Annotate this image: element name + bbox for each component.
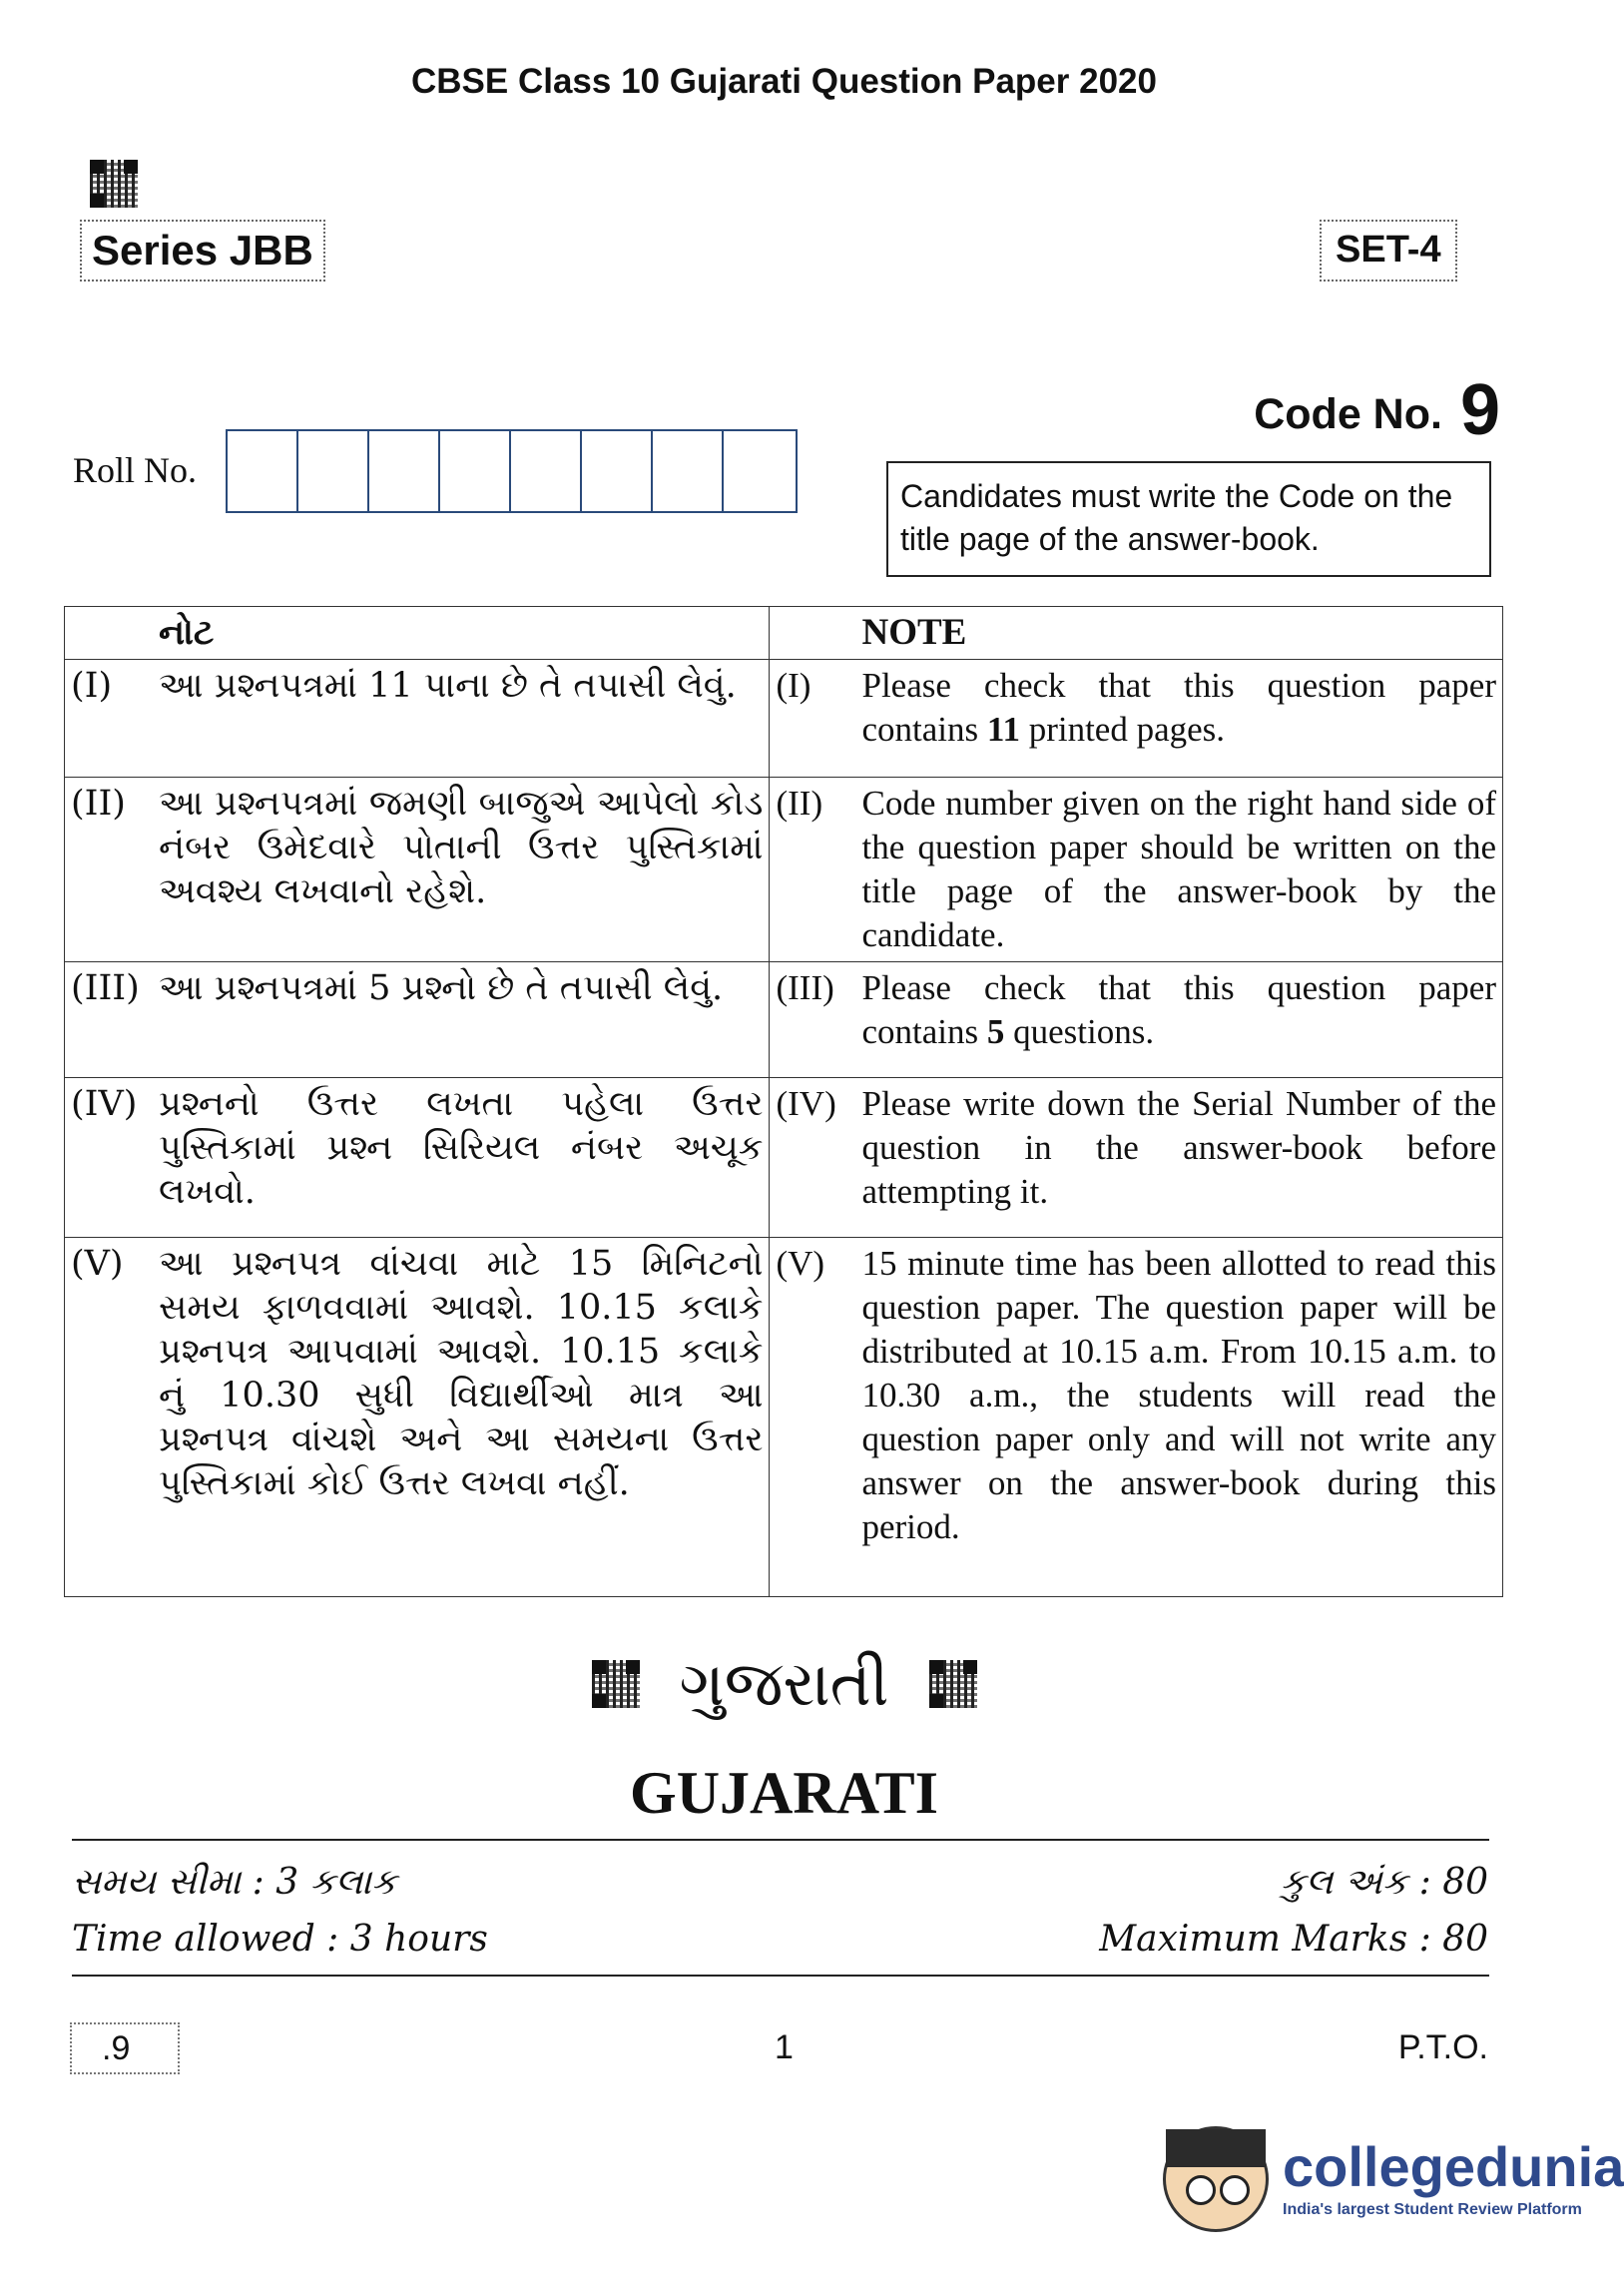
candidate-instruction-box: Candidates must write the Code on the title page of the answer-book.: [886, 461, 1491, 577]
series-label: Series JBB: [80, 220, 325, 282]
qr-code-icon: [929, 1660, 977, 1708]
roll-number-cell[interactable]: [511, 431, 582, 511]
document-title: CBSE Class 10 Gujarati Question Paper 2020: [411, 62, 1157, 101]
note-number: (V): [71, 1244, 124, 1284]
note-text-english: Please check that this question paper contains 11 printed pages.: [861, 666, 1496, 749]
note-text-gujarati: આ પ્રશ્નપત્ર વાંચવા માટે 15 મિનિટનો સમય ફાળવવામાં આવશે. 10.15 કલાકે પ્રશ્નપત્ર આપવામાં આવશે. 10.15 કલાકે નું 10.30 સુધી વિદ્યાર્થીઓ માત્ર આ પ્રશ્નપત્ર વાંચશે અને આ સમયના ઉત્તર પુસ્તિકામાં કોઈ ઉત્તર લખવા નહીં.: [159, 1244, 764, 1503]
note-text-gujarati: આ પ્રશ્નપત્રમાં જમણી બાજુએ આપેલો કોડ નંબર ઉમેદવારે પોતાની ઉત્તર પુસ્તિકામાં અવશ્ય લખવાનો રહેશે.: [159, 784, 764, 911]
roll-number-cell[interactable]: [582, 431, 653, 511]
page-number: 1: [775, 2028, 794, 2066]
maximum-marks-gujarati: કુલ અંક : 80: [1280, 1862, 1488, 1903]
note-text-gujarati: પ્રશ્નનો ઉત્તર લખતા પહેલા ઉત્તર પુસ્તિકામાં પ્રશ્ન સિરિયલ નંબર અચૂક લખવો.: [159, 1084, 764, 1212]
roll-number-cell[interactable]: [228, 431, 298, 511]
note-number: (IV): [776, 1084, 836, 1123]
roll-number-cell[interactable]: [440, 431, 511, 511]
collegedunia-logo: [1163, 2126, 1624, 2232]
roll-number-label: Roll No.: [73, 450, 198, 490]
note-text-english: 15 minute time has been allotted to read this question paper. The question paper will be distributed at 10.15 a.m. From 10.15 a.m. to 10.30 a.m., the students will read the question paper only and will not write any answer on the answer-book during this period.: [861, 1244, 1496, 1546]
note-text-gujarati: આ પ્રશ્નપત્રમાં 11 પાના છે તે તપાસી લેવું.: [159, 666, 737, 706]
instructions-table: [64, 606, 1503, 1597]
roll-number-cell[interactable]: [298, 431, 369, 511]
note-number: (I): [71, 666, 113, 706]
collegedunia-mascot-icon: [1163, 2126, 1269, 2232]
roll-number-boxes[interactable]: [226, 429, 798, 513]
note-number: (II): [776, 784, 823, 823]
time-allowed-gujarati: સમય સીમા : 3 કલાક: [72, 1862, 397, 1903]
subject-gujarati: ગુજરાતી: [679, 1647, 889, 1720]
note-number: (V): [776, 1244, 825, 1283]
divider: [72, 1839, 1489, 1841]
logo-tagline: India's largest Student Review Platform: [1283, 2201, 1582, 2218]
qr-code-icon: [592, 1660, 640, 1708]
set-label: SET-4: [1320, 220, 1457, 282]
note-text-english: Code number given on the right hand side of the question paper should be written on the title page of the answer-book by the candidate.: [861, 784, 1496, 954]
note-text-english: Please write down the Serial Number of the question in the answer-book before attempting it.: [861, 1084, 1496, 1211]
subject-english: GUJARATI: [630, 1760, 938, 1826]
note-text-gujarati: આ પ્રશ્નપત્રમાં 5 પ્રશ્નો છે તે તપાસી લેવું.: [159, 968, 724, 1008]
divider: [72, 1975, 1489, 1977]
time-allowed-english: Time allowed : 3 hours: [72, 1919, 488, 1960]
subject-gujarati-row: [0, 1647, 1568, 1721]
note-number: (II): [71, 784, 126, 824]
note-heading-english: NOTE: [861, 612, 967, 653]
note-heading-gujarati: નોટ: [159, 612, 215, 653]
pto-label: P.T.O.: [1397, 2028, 1488, 2066]
roll-number-cell[interactable]: [369, 431, 440, 511]
logo-name: collegedunia: [1283, 2135, 1624, 2198]
note-number: (III): [71, 968, 140, 1008]
note-text-english: Please check that this question paper contains 5 questions.: [861, 968, 1496, 1051]
note-number: (I): [776, 666, 812, 705]
roll-number-cell[interactable]: [724, 431, 796, 511]
maximum-marks-english: Maximum Marks : 80: [1099, 1919, 1488, 1960]
qr-code-icon: [90, 160, 138, 208]
code-number: 9: [1459, 370, 1500, 450]
footer-code: .9: [70, 2022, 180, 2074]
note-number: (IV): [71, 1084, 138, 1124]
code-number-label: Code No. 9: [1254, 370, 1500, 450]
roll-number-cell[interactable]: [653, 431, 724, 511]
note-number: (III): [776, 968, 834, 1007]
